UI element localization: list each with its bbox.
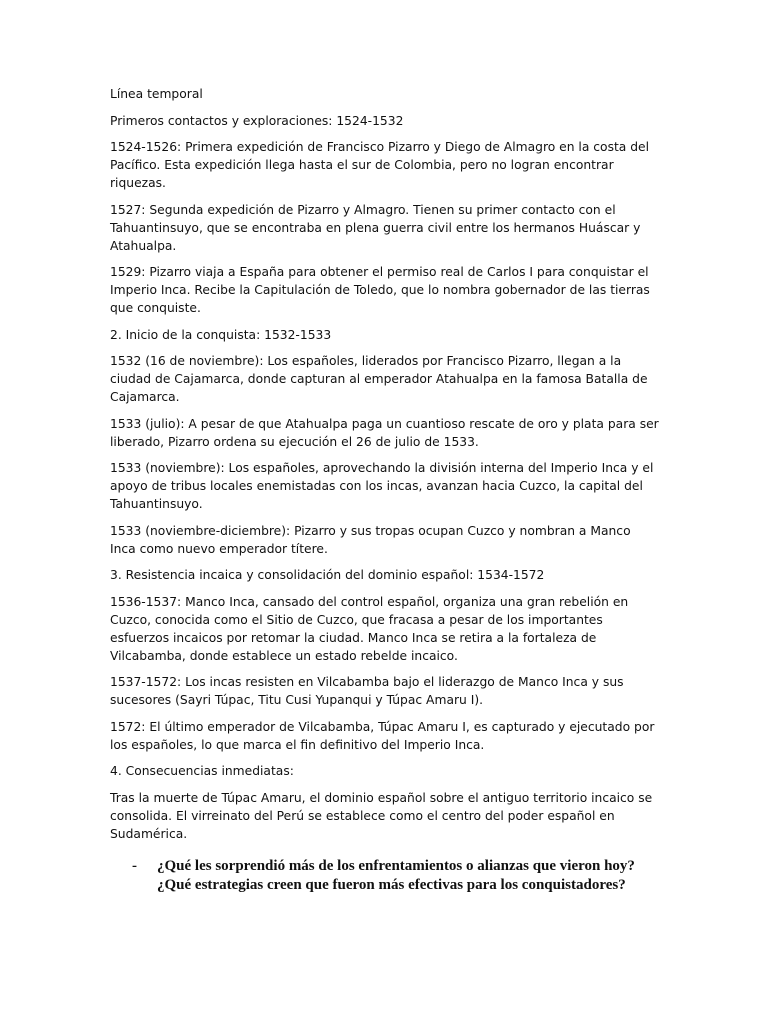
paragraph-1527: 1527: Segunda expedición de Pizarro y Almagro. Tienen su primer contacto con el Tahuantinsuyo, que se encontraba en plena guerra civil entre los hermanos Huáscar y Atahualpa.	[110, 202, 641, 253]
question-line-2: ¿Qué estrategias creen que fueron más efectivas para los conquistadores?	[157, 876, 626, 893]
question-line-1: ¿Qué les sorprendió más de los enfrentamientos o alianzas que vieron hoy?	[157, 857, 635, 874]
paragraph-1537-1572: 1537-1572: Los incas resisten en Vilcabamba bajo el liderazgo de Manco Inca y sus sucesores (Sayri Túpac, Titu Cusi Yupanqui y Túpac Amaru I).	[110, 675, 624, 707]
paragraph-1533-noviembre: 1533 (noviembre): Los españoles, aprovechando la división interna del Imperio Inca y el apoyo de tribus locales enemistadas con los incas, avanzan hacia Cuzco, la capital del Tahuantinsuyo.	[110, 461, 654, 511]
document-title: Línea temporal	[110, 87, 203, 101]
bullet-dash: -	[132, 857, 137, 874]
paragraph-1536-1537: 1536-1537: Manco Inca, cansado del control español, organiza una gran rebelión en Cuzco, conocida como el Sitio de Cuzco, que fracasa a pesar de los importantes esfuerzos incaicos por retomar la ciudad. Manco Inca se retira a la fortaleza de Vilcabamba, donde establece un estado rebelde incaico.	[110, 594, 629, 663]
paragraph-1529: 1529: Pizarro viaja a España para obtener el permiso real de Carlos I para conquistar el Imperio Inca. Recibe la Capitulación de Toledo, que lo nombra gobernador de las tierras que conquiste.	[110, 265, 650, 315]
question-list-item	[132, 857, 660, 895]
paragraph-1572: 1572: El último emperador de Vilcabamba, Túpac Amaru I, es capturado y ejecutado por los españoles, lo que marca el fin definitivo del Imperio Inca.	[110, 719, 655, 752]
paragraph-1532: 1532 (16 de noviembre): Los españoles, liderados por Francisco Pizarro, llegan a la ciudad de Cajamarca, donde capturan al emperador Atahualpa en la famosa Batalla de Cajamarca.	[110, 354, 648, 404]
paragraph-consecuencias: Tras la muerte de Túpac Amaru, el dominio español sobre el antiguo territorio incaico se consolida. El virreinato del Perú se establece como el centro del poder español en Sudamérica.	[110, 790, 653, 841]
paragraph-1533-julio: 1533 (julio): A pesar de que Atahualpa paga un cuantioso rescate de oro y plata para ser liberado, Pizarro ordena su ejecución el 26 de julio de 1533.	[110, 416, 659, 449]
paragraph-1524-1526: 1524-1526: Primera expedición de Francisco Pizarro y Diego de Almagro en la costa del Pacífico. Esta expedición llega hasta el sur de Colombia, pero no logran encontrar riquezas.	[110, 140, 650, 190]
section-heading-consecuencias: 4. Consecuencias inmediatas:	[110, 764, 294, 778]
section-heading-resistencia: 3. Resistencia incaica y consolidación del dominio español: 1534-1572	[110, 568, 545, 582]
paragraph-1533-noviembre-diciembre: 1533 (noviembre-diciembre): Pizarro y sus tropas ocupan Cuzco y nombran a Manco Inca como nuevo emperador títere.	[110, 523, 631, 556]
question-text	[157, 857, 660, 895]
section-heading-inicio-conquista: 2. Inicio de la conquista: 1532-1533	[110, 327, 332, 342]
document-page	[110, 85, 660, 895]
section-heading-primeros-contactos: Primeros contactos y exploraciones: 1524-1532	[110, 113, 404, 128]
